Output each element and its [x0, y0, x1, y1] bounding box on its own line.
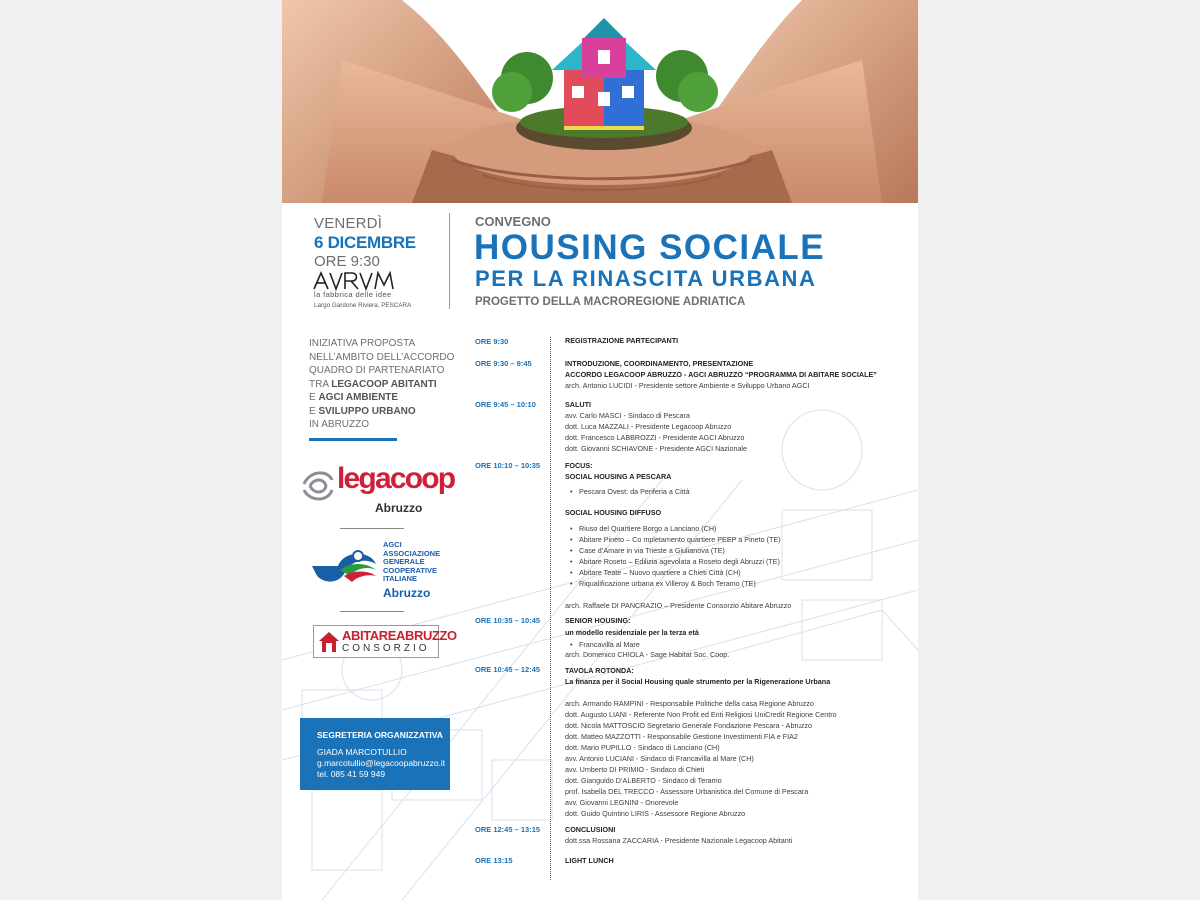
- event-title: HOUSING SOCIALE: [474, 228, 826, 267]
- program-speaker: avv. Giovanni LEGNINI - Onorevole: [565, 798, 679, 807]
- program-time: ORE 9:30: [475, 337, 509, 346]
- intro-highlight: LEGACOOP ABITANTI: [331, 378, 437, 390]
- program-time: ORE 9:45 – 10:10: [475, 400, 536, 409]
- venue-tagline: la fabbrica delle idee: [314, 290, 392, 299]
- event-type: CONVEGNO: [475, 214, 551, 229]
- venue-address: Largo Gardone Riviera, PESCARA: [314, 302, 412, 309]
- logo-separator: [340, 611, 404, 612]
- aurum-logo: [312, 271, 412, 291]
- program-bullet: • Riqualificazione urbana ex Villeroy & Boch Teramo (TE): [579, 578, 756, 589]
- program-bullet: • Abitare Pineto – Co mpletamento quartiere PEEP a Pineto (TE): [579, 534, 781, 545]
- agci-name-line: ITALIANE: [383, 574, 418, 584]
- program-time: ORE 10:45 – 12:45: [475, 665, 541, 674]
- secretariat-email[interactable]: g.marcotullio@legacoopabruzzo.it: [317, 758, 446, 768]
- program-bullet: • Pescara Ovest: da Periferia a Città: [579, 486, 690, 497]
- program-speaker: dott. Nicola MATTOSCIO Segretario Generale Fondazione Pescara - Abruzzo: [565, 721, 813, 730]
- secretariat-phone: tel. 085 41 59 949: [317, 769, 386, 779]
- program-bullet: • Abitare Teate – Nuovo quartiere a Chieti Città (CH): [579, 567, 741, 578]
- event-subtitle: PER LA RINASCITA URBANA: [475, 266, 817, 291]
- legacoop-region: Abruzzo: [375, 501, 423, 515]
- program-item-title: INTRODUZIONE, COORDINAMENTO, PRESENTAZIONE: [565, 359, 754, 368]
- intro-highlight: AGCI AMBIENTE: [318, 392, 399, 403]
- program-speaker: dott. Luca MAZZALI - Presidente Legacoop Abruzzo: [565, 422, 732, 431]
- program-speaker: arch. Raffaele DI PANCRAZIO – Presidente Consorzio Abitare Abruzzo: [565, 601, 792, 610]
- program-item-title: un modello residenziale per la terza età: [565, 628, 699, 637]
- program-item-title: FOCUS:: [565, 461, 593, 470]
- program-speaker: avv. Umberto DI PRIMIO - Sindaco di Chieti: [565, 765, 705, 774]
- intro-line: NELL’AMBITO DELL’ACCORDO: [309, 351, 455, 363]
- program-speaker: arch. Antonio LUCIDI - Presidente settore Ambiente e Sviluppo Urbano AGCI: [565, 381, 810, 390]
- program-speaker: prof. Isabella DEL TRECCO - Assessore Urbanistica del Comune di Pescara: [565, 787, 809, 796]
- program-item-title: CONCLUSIONI: [565, 825, 616, 834]
- program-item-title: SOCIAL HOUSING DIFFUSO: [565, 508, 662, 517]
- intro-text: E: [309, 392, 319, 403]
- program-bullet: • Case d’Amare in via Trieste a Giulianova (TE): [579, 545, 725, 556]
- program-bullet: • Francavilla al Mare: [579, 639, 640, 650]
- agci-name-line: GENERALE: [383, 557, 425, 567]
- initiative-description: [309, 337, 469, 432]
- program-time: ORE 10:35 – 10:45: [475, 616, 541, 625]
- house-in-hands-image: [282, 0, 918, 203]
- program-time: ORE 13:15: [475, 856, 513, 865]
- intro-text: TRA: [309, 378, 332, 390]
- program-speaker: dott. Mario PUPILLO - Sindaco di Lanciano (CH): [565, 743, 720, 752]
- event-time: ORE 9:30: [314, 253, 380, 270]
- agci-name-line: ASSOCIAZIONE: [383, 548, 441, 558]
- program-time: ORE 9:30 – 9:45: [475, 359, 532, 368]
- program-item-title: La finanza per il Social Housing quale strumento per la Rigenerazione Urbana: [565, 677, 831, 686]
- intro-line: IN ABRUZZO: [309, 419, 370, 430]
- intro-line: INIZIATIVA PROPOSTA: [309, 338, 416, 349]
- abitare-house-icon: [318, 630, 340, 654]
- abitare-abruzzo-logo: [313, 625, 457, 658]
- secretariat-title: SEGRETERIA ORGANIZZATIVA: [317, 730, 443, 740]
- project-name: PROGETTO DELLA MACROREGIONE ADRIATICA: [475, 296, 746, 308]
- program-bullet: • Riuso del Quartiere Borgo a Lanciano (CH): [579, 523, 716, 534]
- abitare-wordmark: ABITAREABRUZZO: [342, 628, 457, 643]
- program-time: ORE 12:45 – 13:15: [475, 825, 541, 834]
- event-day: VENERDÌ: [314, 215, 383, 232]
- agci-name: [383, 541, 440, 584]
- secretariat-contact-name: GIADA MARCOTULLIO: [317, 747, 407, 757]
- program-speaker: avv. Antonio LUCIANI - Sindaco di Francavilla al Mare (CH): [565, 754, 754, 763]
- program-speaker: arch. Domenico CHIOLA - Sage Habitat Soc. Coop.: [565, 650, 730, 659]
- intro-line: QUADRO DI PARTENARIATO: [309, 365, 445, 376]
- program-time: ORE 10:10 – 10:35: [475, 461, 541, 470]
- logo-separator: [340, 528, 404, 529]
- program-bullet: • Abitare Roseto – Edilizia agevolata a Roseto degli Abruzzi (TE): [579, 556, 780, 567]
- program-item-title: SALUTI: [565, 400, 591, 409]
- program-item-title: SENIOR HOUSING:: [565, 616, 631, 625]
- program-speaker: dott. Giovanni SCHIAVONE - Presidente AGCI Nazionale: [565, 444, 748, 453]
- agci-logo: [310, 540, 380, 590]
- intro-highlight: SVILUPPO URBANO: [318, 405, 416, 417]
- program-item-title: TAVOLA ROTONDA:: [565, 666, 634, 675]
- event-poster: [282, 0, 918, 900]
- program-speaker: dott. Francesco LABBROZZI - Presidente AGCI Abruzzo: [565, 433, 745, 442]
- program-item-title: REGISTRAZIONE PARTECIPANTI: [565, 336, 679, 345]
- agci-name-line: AGCI: [383, 540, 402, 549]
- program-item-title: ACCORDO LEGACOOP ABRUZZO - AGCI ABRUZZO “PROGRAMMA DI ABITARE SOCIALE”: [565, 370, 877, 379]
- secretariat-box: [300, 718, 450, 790]
- agci-name-line: COOPERATIVE: [383, 565, 438, 575]
- program-speaker: dott. Gianguido D’ALBERTO - Sindaco di Teramo: [565, 776, 722, 785]
- program-speaker: avv. Carlo MASCI - Sindaco di Pescara: [565, 411, 690, 420]
- program-speaker: dott.ssa Rossana ZACCARIA - Presidente Nazionale Legacoop Abitanti: [565, 836, 793, 845]
- event-date-block: [314, 215, 444, 271]
- program-divider: [550, 337, 551, 880]
- program-speaker: dott. Guido Quintino LIRIS - Assessore Regione Abruzzo: [565, 809, 746, 818]
- abitare-consorzio: CONSORZIO: [342, 643, 430, 654]
- header-divider: [449, 213, 450, 309]
- intro-text: E: [309, 405, 319, 417]
- program-speaker: arch. Armando RAMPINI - Responsabile Politiche della casa Regione Abruzzo: [565, 699, 814, 708]
- legacoop-wordmark: legacoop: [337, 462, 455, 495]
- program-speaker: dott. Matteo MAZZOTTI - Responsabile Gestione Investimenti FIA e FIA2: [565, 732, 798, 741]
- event-date: 6 DICEMBRE: [314, 233, 416, 252]
- program-speaker: dott. Augusto LIANI - Referente Non Profit ed Enti Religiosi UniCredit Regione Centro: [565, 710, 837, 719]
- intro-underline: [309, 438, 397, 441]
- program-item-title: SOCIAL HOUSING A PESCARA: [565, 472, 672, 481]
- agci-region: Abruzzo: [383, 586, 431, 600]
- program-item-title: LIGHT LUNCH: [565, 856, 614, 865]
